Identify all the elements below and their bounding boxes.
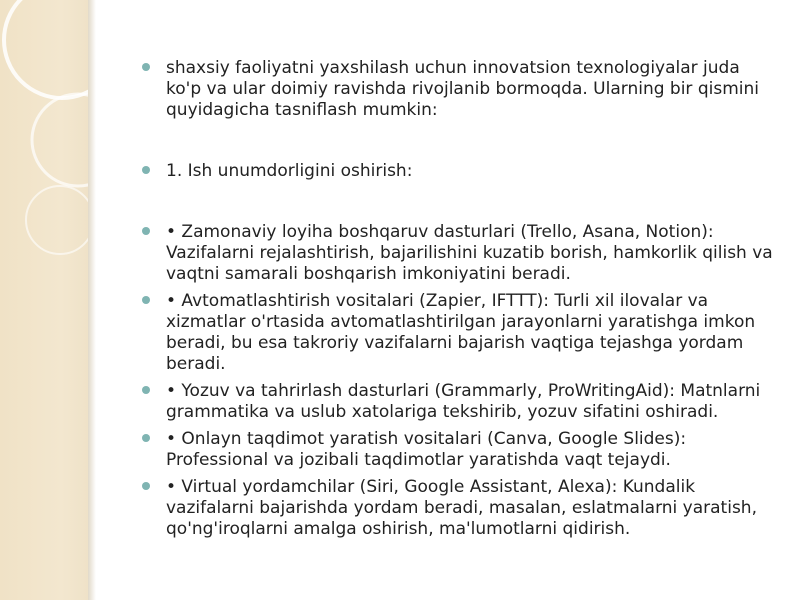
bullet-item <box>140 429 780 471</box>
bullet-text: • Virtual yordamchilar (Siri, Google Assistant, Alexa): Kundalik vazifalarni bajarishda yordam beradi, masalan, eslatmalarni yaratish, qo'ng'iroqlarni amalga oshirish, ma'lumotlarni qidirish. <box>166 477 757 539</box>
bullet-text: • Avtomatlashtirish vositalari (Zapier, IFTTT): Turli xil ilovalar va xizmatlar o'rtasida avtomatlashtirilgan jarayonlarni yaratishga imkon beradi, bu esa takroriy vazifalarni bajarish vaqtiga tejashga yordam beradi. <box>166 291 756 374</box>
bullet-dot-icon <box>142 296 150 304</box>
bullet-item <box>140 381 780 423</box>
decorative-side-panel <box>0 0 88 600</box>
side-panel-shadow <box>88 0 96 600</box>
bullet-dot-icon <box>142 227 150 235</box>
bullet-item <box>140 222 780 285</box>
bullet-text: 1. Ish unumdorligini oshirish: <box>166 161 413 181</box>
decorative-circles <box>0 0 88 600</box>
bullet-item <box>140 477 780 540</box>
slide-content <box>140 58 780 540</box>
bullet-text: shaxsiy faoliyatni yaxshilash uchun innovatsion texnologiyalar juda ko'p va ular doimiy ravishda rivojlanib bormoqda. Ularning bir qismini quyidagicha tasniflash mumkin: <box>166 58 759 120</box>
bullet-text: • Yozuv va tahrirlash dasturlari (Grammarly, ProWritingAid): Matnlarni grammatika va uslub xatolariga tekshirib, yozuv sifatini oshiradi. <box>166 381 761 422</box>
bullet-dot-icon <box>142 63 150 71</box>
bullet-text: • Onlayn taqdimot yaratish vositalari (Canva, Google Slides): Professional va jozibali taqdimotlar yaratishda vaqt tejaydi. <box>166 429 687 470</box>
bullet-dot-icon <box>142 434 150 442</box>
bullet-item <box>140 161 780 182</box>
bullet-dot-icon <box>142 166 150 174</box>
bullet-text: • Zamonaviy loyiha boshqaruv dasturlari (Trello, Asana, Notion): Vazifalarni rejalashtirish, bajarilishini kuzatib borish, hamkorlik qilish va vaqtni samarali boshqarish imkoniyatini beradi. <box>166 222 773 284</box>
bullet-item <box>140 291 780 375</box>
bullet-dot-icon <box>142 386 150 394</box>
bullet-dot-icon <box>142 482 150 490</box>
bullet-item <box>140 58 780 121</box>
